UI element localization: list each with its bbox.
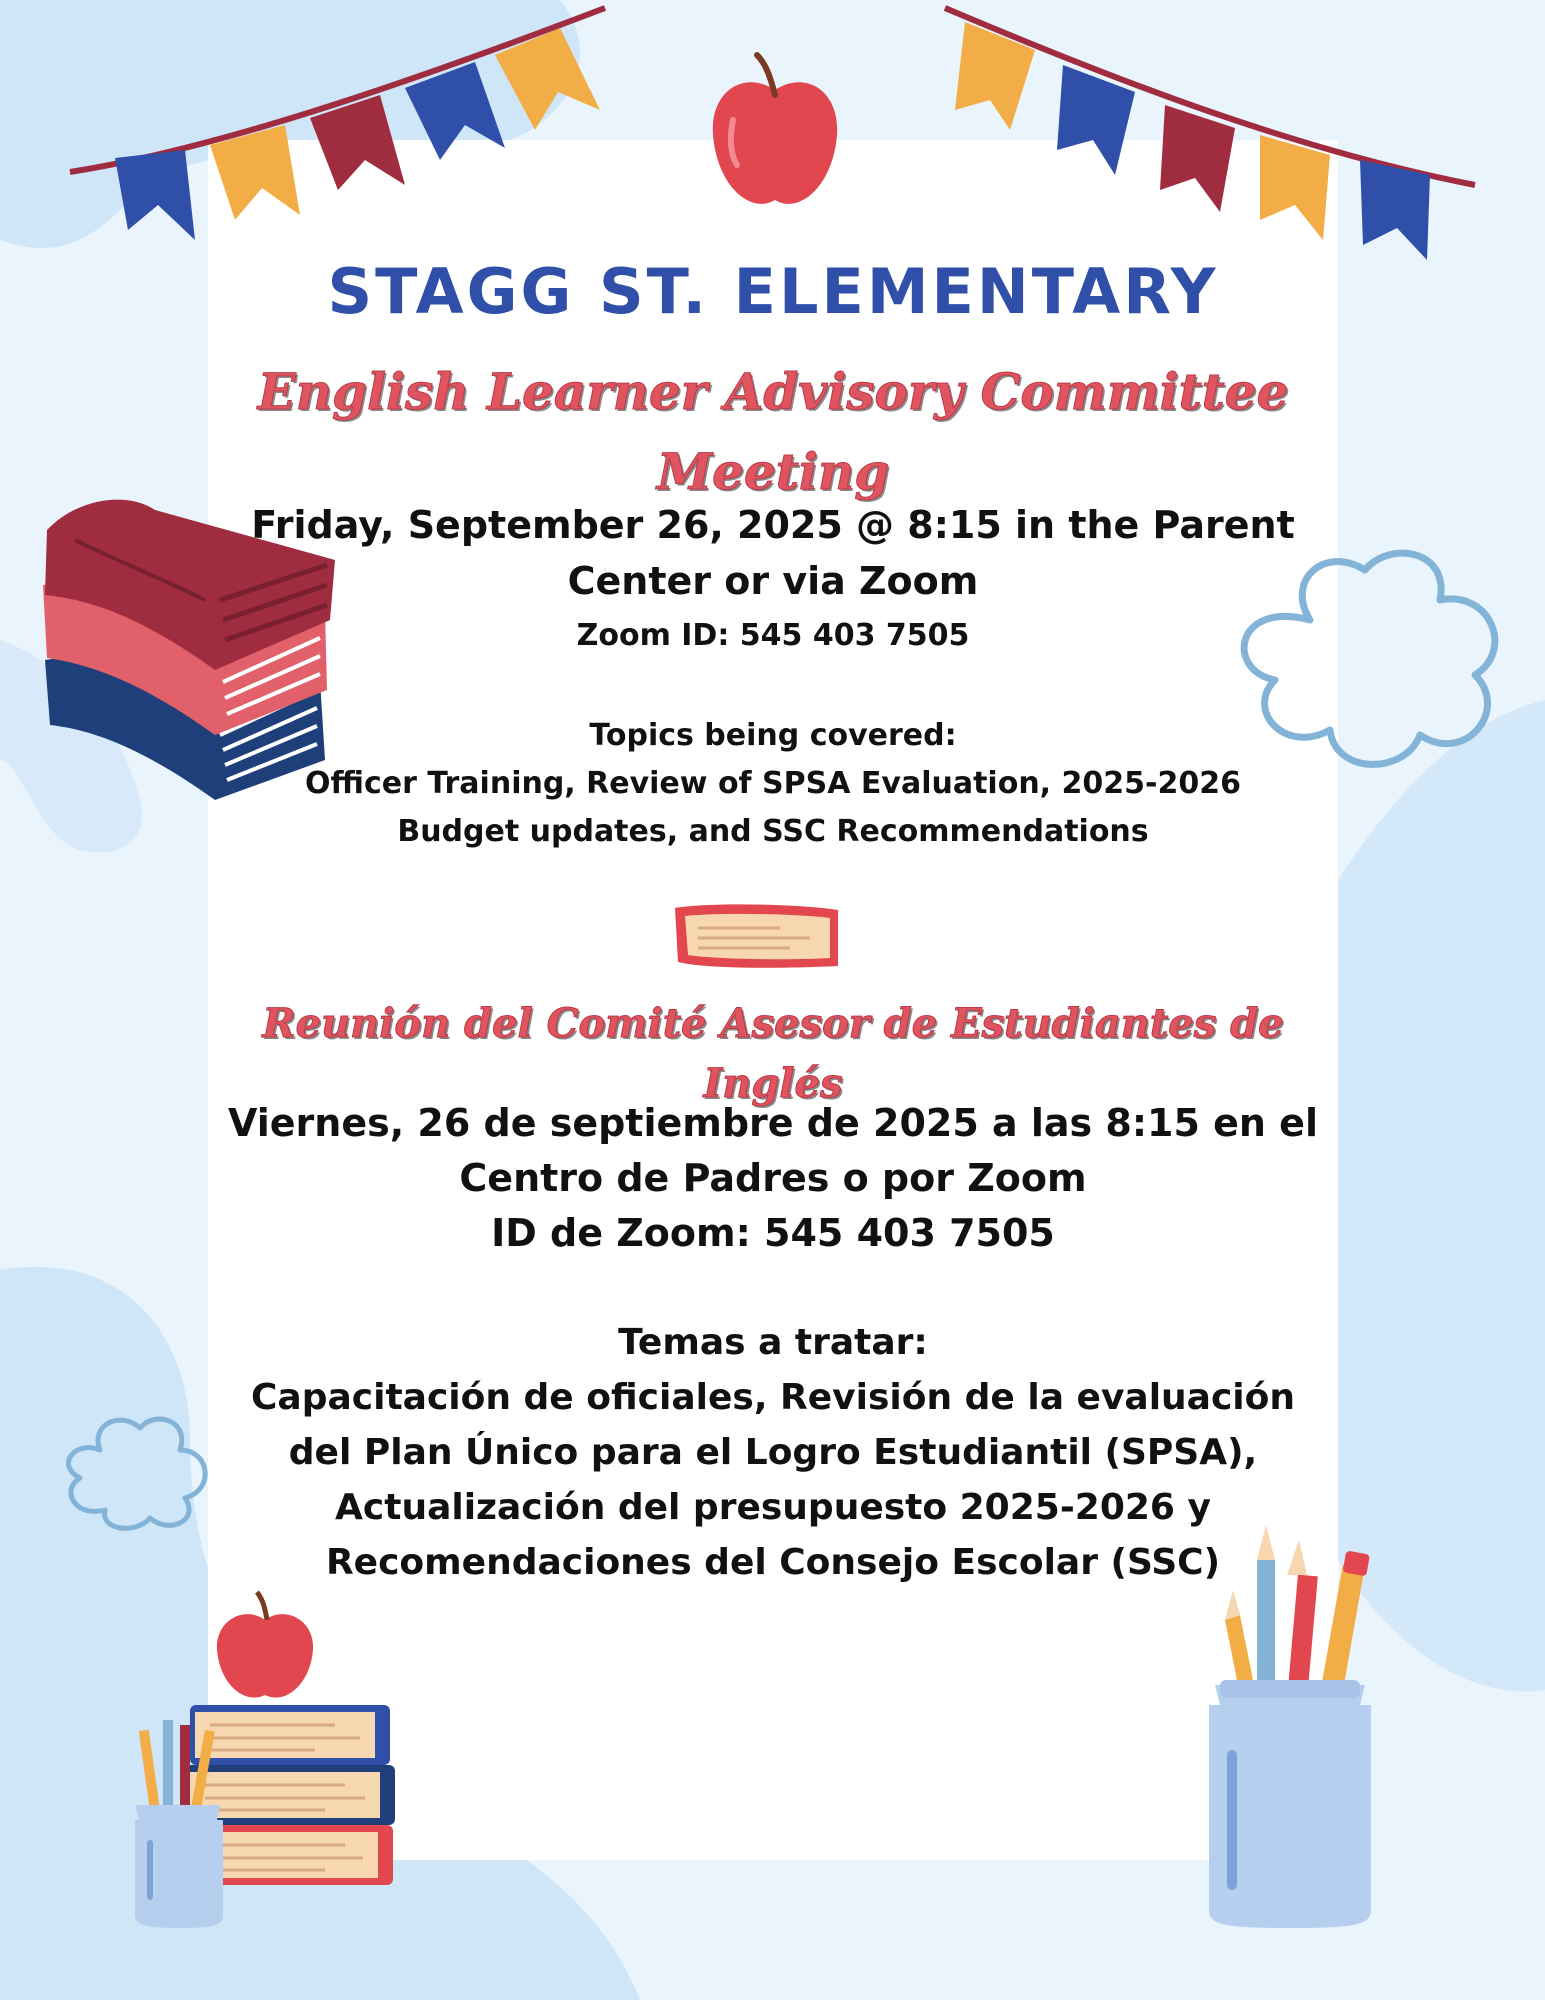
bunting-left-icon [60, 0, 620, 250]
spanish-topics-heading: Temas a tratar: [618, 1322, 928, 1363]
english-zoom-id: Zoom ID: 545 403 7505 [576, 618, 970, 653]
closed-book-icon [670, 900, 845, 975]
english-topics-line1: Officer Training, Review of SPSA Evaluation, 2025-2026 [305, 766, 1241, 801]
spanish-topics-line3: Actualización del presupuesto 2025-2026 y [335, 1487, 1211, 1528]
english-datetime-line1: Friday, September 26, 2025 @ 8:15 in the Parent [251, 503, 1295, 547]
english-title-line1: English Learner Advisory Committee [257, 362, 1289, 421]
pencil-jar-small-icon [125, 1710, 235, 1930]
spanish-datetime [208, 1096, 1338, 1261]
english-title-line2: Meeting [656, 442, 890, 501]
english-datetime-line2: Center or via Zoom [567, 559, 979, 603]
english-datetime [208, 497, 1338, 609]
spanish-topics-line2: del Plan Único para el Logro Estudiantil (SPSA), [288, 1432, 1258, 1473]
spanish-zoom-id: ID de Zoom: 545 403 7505 [491, 1211, 1055, 1255]
spanish-meeting-title: Reunión del Comité Asesor de Estudiantes de Inglés [262, 1000, 1284, 1107]
english-topics-line2: Budget updates, and SSC Recommendations [397, 814, 1149, 849]
spanish-datetime-line2: Centro de Padres o por Zoom [459, 1156, 1087, 1200]
spanish-topics-line1: Capacitación de oficiales, Revisión de la evaluación [251, 1377, 1295, 1418]
spanish-topics [208, 1315, 1338, 1590]
english-meeting-title [190, 352, 1356, 512]
english-topics-heading: Topics being covered: [589, 718, 957, 753]
spanish-topics-line4: Recomendaciones del Consejo Escolar (SSC) [325, 1542, 1221, 1583]
english-topics [208, 712, 1338, 856]
bunting-right-icon [935, 0, 1480, 270]
flower-outline-small-icon [55, 1410, 215, 1535]
spanish-datetime-line1: Viernes, 26 de septiembre de 2025 a las 8:15 en el [228, 1101, 1318, 1145]
school-name: STAGG ST. ELEMENTARY [327, 255, 1219, 328]
apple-icon [705, 50, 845, 220]
